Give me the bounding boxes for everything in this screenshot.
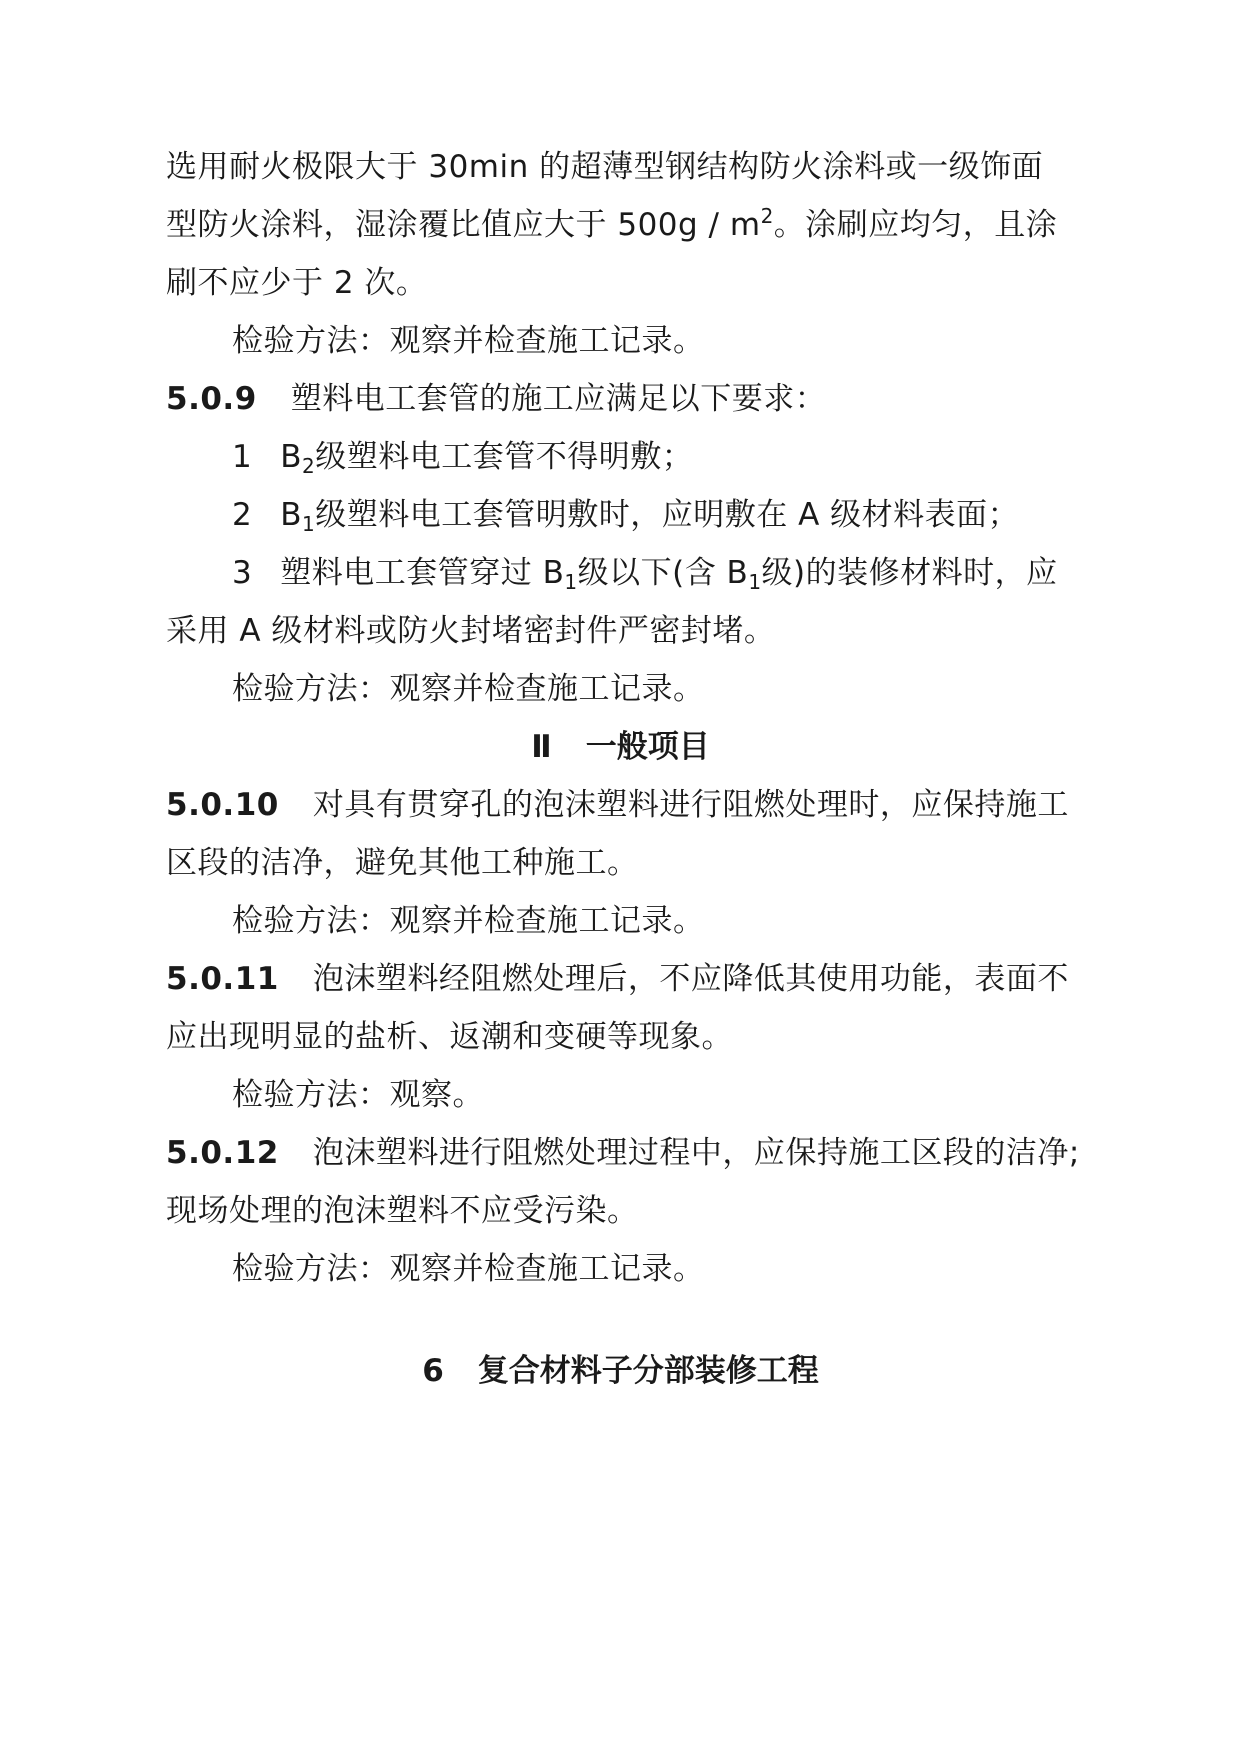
item-text: 级塑料电工套管明敷时，应明敷在 A 级材料表面； <box>315 497 1020 533</box>
clause-continuation <box>166 1017 1126 1057</box>
list-item-continuation <box>166 611 1126 651</box>
clause-text: 现场处理的泡沫塑料不应受污染。 <box>166 1193 639 1229</box>
body-line-3 <box>166 263 1126 303</box>
clause-5-0-12 <box>166 1133 1126 1173</box>
check-method <box>232 901 1192 941</box>
check-method-text: 检验方法：观察并检查施工记录。 <box>232 1251 705 1287</box>
clause-text: 区段的洁净，避免其他工种施工。 <box>166 845 639 881</box>
clause-5-0-9 <box>166 379 1126 419</box>
subscript: 1 <box>302 512 316 536</box>
item-text: 级以下(含 B <box>577 555 749 591</box>
subscript: 1 <box>748 570 762 594</box>
item-text: B <box>280 497 303 533</box>
clause-number: 5.0.9 <box>166 381 257 417</box>
check-method <box>232 1249 1192 1289</box>
clause-continuation <box>166 843 1126 883</box>
clause-number: 5.0.10 <box>166 787 279 823</box>
body-text: 。涂刷应均匀，且涂 <box>773 207 1058 243</box>
clause-text: 应出现明显的盐析、返潮和变硬等现象。 <box>166 1019 733 1055</box>
check-method-text: 检验方法：观察并检查施工记录。 <box>232 903 705 939</box>
superscript: 2 <box>760 204 774 228</box>
list-item <box>232 495 1192 535</box>
subscript: 1 <box>564 570 578 594</box>
clause-text: 泡沫塑料经阻燃处理后，不应降低其使用功能，表面不 <box>312 961 1069 997</box>
check-method-text: 检验方法：观察。 <box>232 1077 484 1113</box>
clause-text: 塑料电工套管的施工应满足以下要求： <box>290 381 827 417</box>
item-text: 采用 A 级材料或防火封堵密封件严密封堵。 <box>166 613 776 649</box>
item-number: 3 <box>232 555 253 591</box>
body-text: 刷不应少于 2 次。 <box>166 265 428 301</box>
item-text: B <box>280 439 303 475</box>
clause-5-0-11 <box>166 959 1126 999</box>
clause-number: 5.0.11 <box>166 961 279 997</box>
section-heading <box>0 727 1241 767</box>
body-line-2 <box>166 205 1126 245</box>
item-text: 级)的装修材料时，应 <box>761 555 1058 591</box>
item-number: 1 <box>232 439 253 475</box>
body-line-1 <box>166 147 1126 187</box>
item-text: 塑料电工套管穿过 B <box>280 555 565 591</box>
clause-continuation <box>166 1191 1126 1231</box>
body-text: 型防火涂料，湿涂覆比值应大于 500g / m <box>166 207 761 243</box>
check-method <box>232 1075 1192 1115</box>
list-item <box>232 437 1192 477</box>
clause-text: 对具有贯穿孔的泡沫塑料进行阻燃处理时，应保持施工 <box>312 787 1069 823</box>
item-text: 级塑料电工套管不得明敷； <box>315 439 694 475</box>
check-method-text: 检验方法：观察并检查施工记录。 <box>232 323 705 359</box>
chapter-heading <box>0 1351 1241 1391</box>
clause-number: 5.0.12 <box>166 1135 279 1171</box>
list-item <box>232 553 1192 593</box>
section-title: 一般项目 <box>585 729 710 765</box>
section-numeral: Ⅱ <box>531 729 552 765</box>
check-method <box>232 669 1192 709</box>
clause-5-0-10 <box>166 785 1126 825</box>
clause-text: 泡沫塑料进行阻燃处理过程中，应保持施工区段的洁净; <box>312 1135 1080 1171</box>
item-number: 2 <box>232 497 253 533</box>
body-text: 选用耐火极限大于 30min 的超薄型钢结构防火涂料或一级饰面 <box>166 149 1044 185</box>
check-method <box>232 321 1192 361</box>
chapter-title: 复合材料子分部装修工程 <box>477 1353 819 1389</box>
chapter-number: 6 <box>422 1353 444 1389</box>
check-method-text: 检验方法：观察并检查施工记录。 <box>232 671 705 707</box>
subscript: 2 <box>302 454 316 478</box>
